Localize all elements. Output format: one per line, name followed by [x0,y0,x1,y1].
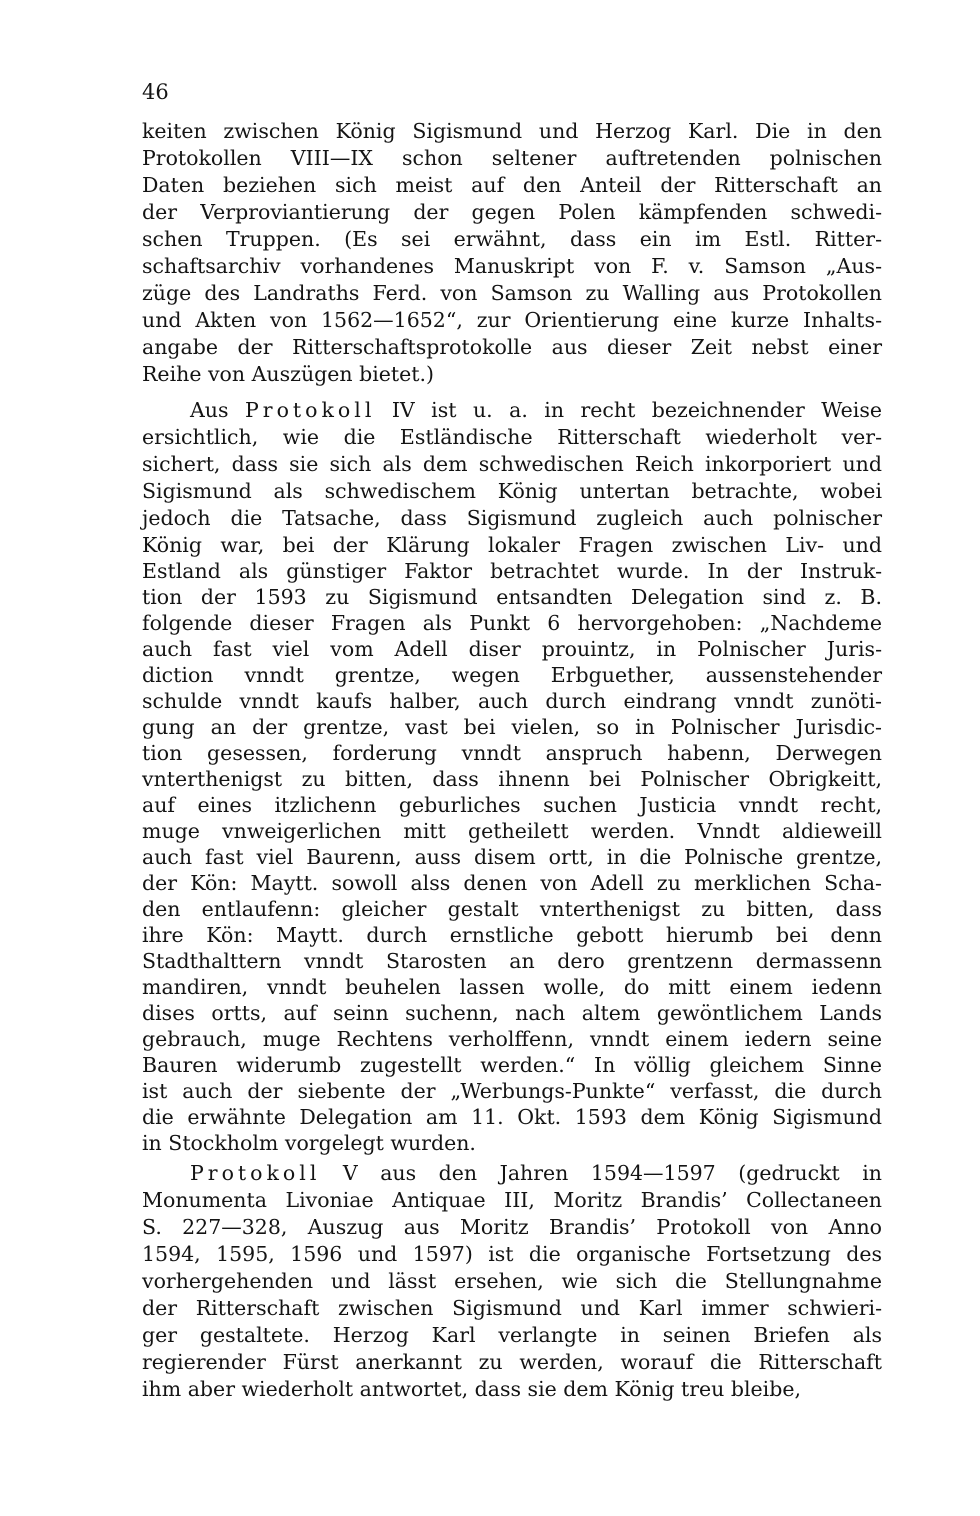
text-line: ihre Kön: Maytt. durch ernstliche gebott hierumb bei denn [142,923,882,947]
text-line: dises ortts, auf seinn suchenn, nach altem gewöntlichem Lands [142,1001,882,1025]
text-line: Estland als günstiger Faktor betrachtet wurde. In der Instruk- [142,559,882,583]
text-line: König war, bei der Klärung lokaler Fragen zwischen Liv- und [142,533,882,557]
text-line: diction vnndt grentze, wegen Erbguether, aussenstehender [142,663,882,687]
text-line: ist auch der siebente der „Werbungs-Punkte“ verfasst, die durch [142,1079,882,1103]
paragraph-first-line [190,397,882,423]
text-line: auf eines itzlichenn geburliches suchen Justicia vnndt recht, [142,793,882,817]
text-line: S. 227—328, Auszug aus Moritz Brandis’ Protokoll von Anno [142,1215,882,1239]
text-line: schen Truppen. (Es sei erwähnt, dass ein im Estl. Ritter- [142,227,882,251]
text-line: schaftsarchiv vorhandenes Manuskript von F. v. Samson „Aus- [142,254,882,278]
spaced-emphasis: Protokoll [190,1161,321,1185]
text-line: Stadthalttern vnndt Starosten an dero grentzenn dermassenn [142,949,882,973]
text-line: Daten beziehen sich meist auf den Anteil der Ritterschaft an [142,173,882,197]
spaced-emphasis: Protokoll [244,398,376,422]
text-line: in Stockholm vorgelegt wurden. [142,1131,476,1155]
text-line: tion gesessen, forderung vnndt anspruch habenn, Derwegen [142,741,882,765]
text-line: angabe der Ritterschaftsprotokolle aus dieser Zeit nebst einer [142,335,882,359]
text-line: 1594, 1595, 1596 und 1597) ist die organische Fortsetzung des [142,1242,882,1266]
text-line: der Ritterschaft zwischen Sigismund und Karl immer schwieri- [142,1296,882,1320]
text-line: regierender Fürst anerkannt zu werden, worauf die Ritterschaft [142,1350,882,1374]
text-line: tion der 1593 zu Sigismund entsandten Delegation sind z. B. [142,585,882,609]
text-line: keiten zwischen König Sigismund und Herzog Karl. Die in den [142,119,882,143]
text-line: und Akten von 1562—1652“, zur Orientierung eine kurze Inhalts- [142,308,882,332]
text-line: der Kön: Maytt. sowoll alss denen von Adell zu merklichen Scha- [142,871,882,895]
text-line: gebrauch, muge Rechtens verholffenn, vnndt einem iedern seine [142,1027,882,1051]
text-line: jedoch die Tatsache, dass Sigismund zugleich auch polnischer [142,506,882,530]
text-line: auch fast viel Baurenn, auss disem ortt, in die Polnische grentze, [142,845,882,869]
text-line: mandiren, vnndt beuhelen lassen wolle, do mitt einem iedenn [142,975,882,999]
text-line: ersichtlich, wie die Estländische Ritterschaft wiederholt ver- [142,425,882,449]
text-line: die erwähnte Delegation am 11. Okt. 1593 dem König Sigismund [142,1105,882,1129]
text-line: schulde vnndt kaufs halber, auch durch eindrang vnndt zunöti- [142,689,882,713]
text-line: Monumenta Livoniae Antiquae III, Moritz Brandis’ Collectaneen [142,1188,882,1212]
text-line: folgende dieser Fragen als Punkt 6 hervorgehoben: „Nachdeme [142,611,882,635]
text-line: muge vnweigerlichen mitt getheilett werden. Vnndt aldieweill [142,819,882,843]
text-line: Protokollen VIII—IX schon seltener auftretenden polnischen [142,146,882,170]
text-line: züge des Landraths Ferd. von Samson zu Walling aus Protokollen [142,281,882,305]
text-line: vnterthenigst zu bitten, dass ihnenn bei Polnischer Obrigkeitt, [142,767,882,791]
text-line: ihm aber wiederholt antwortet, dass sie dem König treu bleibe, [142,1377,802,1401]
text-line: auch fast viel vom Adell diser prouintz, in Polnischer Juris- [142,637,882,661]
text-line: ger gestaltete. Herzog Karl verlangte in seinen Briefen als [142,1323,882,1347]
text-span: IV ist u. a. in recht bezeichnender Weise [375,398,882,422]
text-line: den entlaufenn: gleicher gestalt vnterthenigst zu bitten, dass [142,897,882,921]
page-number: 46 [142,80,169,104]
text-line: der Verproviantierung der gegen Polen kämpfenden schwedi- [142,200,882,224]
text-span: V aus den Jahren 1594—1597 (gedruckt in [320,1161,882,1185]
text-line: vorhergehenden und lässt ersehen, wie sich die Stellungnahme [142,1269,882,1293]
text-line: Bauren widerumb zugestellt werden.“ In völlig gleichem Sinne [142,1053,882,1077]
text-line: Reihe von Auszügen bietet.) [142,362,435,386]
paragraph-first-line [190,1160,882,1186]
text-line: Sigismund als schwedischem König untertan betrachte, wobei [142,479,882,503]
text-line: sichert, dass sie sich als dem schwedischen Reich inkorporiert und [142,452,882,476]
text-span: Aus [190,398,245,422]
text-line: gung an der grentze, vast bei vielen, so in Polnischer Jurisdic- [142,715,882,739]
